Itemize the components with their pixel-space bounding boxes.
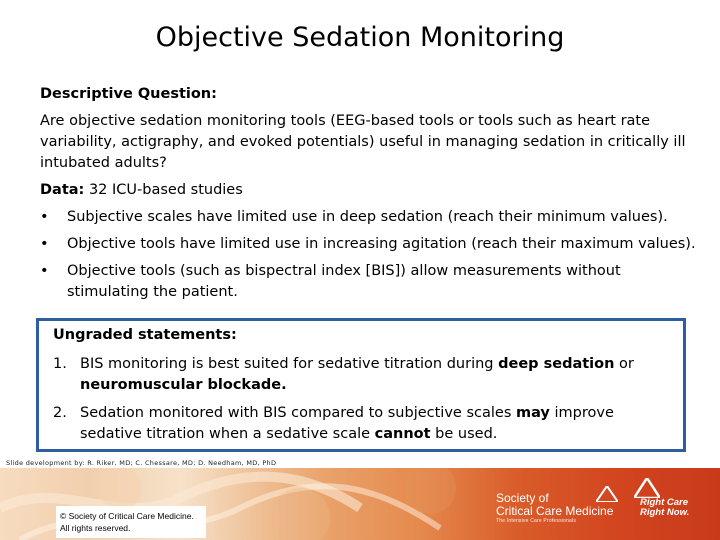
data-line xyxy=(40,180,700,201)
sccm-tagline: The Intensive Care Professionals xyxy=(496,518,577,524)
statement-number: 1. xyxy=(53,356,67,372)
sccm-logo-line: Critical Care Medicine xyxy=(496,504,614,518)
slide-credit: Slide development by: R. Riker, MD; C. Chessare, MD; D. Needham, MD, PhD xyxy=(6,459,277,467)
question-heading: Descriptive Question: xyxy=(40,86,217,102)
sccm-logo xyxy=(496,492,613,525)
right-care-right-now-logo xyxy=(640,498,689,518)
statement-emphasis: neuromuscular blockade. xyxy=(80,377,287,393)
statement-part: improve sedative titration when a sedative scale xyxy=(80,405,614,442)
bullet-glyph: • xyxy=(40,263,49,279)
statement-emphasis: cannot xyxy=(374,426,431,442)
statement-part: be used. xyxy=(430,426,498,442)
bullet-item xyxy=(40,234,700,255)
statement-text xyxy=(80,354,669,396)
statement-text xyxy=(80,403,669,445)
statement-emphasis: may xyxy=(515,405,550,421)
statement-emphasis: deep sedation xyxy=(498,356,615,372)
footer-banner xyxy=(0,468,720,540)
data-label: Data: xyxy=(40,182,85,198)
bullet-glyph: • xyxy=(40,236,49,252)
bullet-text: Objective tools (such as bispectral index [BIS]) allow measurements without stimulating the patient. xyxy=(67,263,621,300)
slide-title: Objective Sedation Monitoring xyxy=(155,22,565,53)
statement-number: 2. xyxy=(53,405,67,421)
slide-content xyxy=(40,84,700,309)
bullet-item xyxy=(40,261,700,303)
bullet-list xyxy=(40,207,700,303)
statement-part: or xyxy=(614,356,634,372)
rcrn-triangle-icon xyxy=(634,478,660,498)
bullet-item xyxy=(40,207,700,228)
statement-part: Sedation monitored with BIS compared to subjective scales xyxy=(80,405,516,421)
question-text: Are objective sedation monitoring tools (EEG-based tools or tools such as heart rate variability, actigraphy, and evoked potentials) useful in managing sedation in critically ill intubated adults? xyxy=(40,113,686,171)
statement-part: BIS monitoring is best suited for sedative titration during xyxy=(80,356,499,372)
copyright-line: All rights reserved. xyxy=(60,523,131,533)
copyright-line: © Society of Critical Care Medicine. xyxy=(60,511,194,521)
statements-heading: Ungraded statements: xyxy=(53,327,237,343)
data-value: 32 ICU-based studies xyxy=(84,182,243,198)
sccm-logo-line: Society of xyxy=(496,491,549,505)
copyright-notice xyxy=(56,506,206,538)
sccm-triangle-icon xyxy=(596,486,618,502)
statement-item xyxy=(53,354,669,396)
rcrn-logo-line: Right Now. xyxy=(640,507,690,518)
rcrn-logo-line: Right Care xyxy=(640,497,689,508)
bullet-text: Objective tools have limited use in increasing agitation (reach their maximum values). xyxy=(67,236,696,252)
ungraded-statements-box xyxy=(36,318,686,452)
bullet-text: Subjective scales have limited use in deep sedation (reach their minimum values). xyxy=(67,209,668,225)
statement-item xyxy=(53,403,669,445)
bullet-glyph: • xyxy=(40,209,49,225)
